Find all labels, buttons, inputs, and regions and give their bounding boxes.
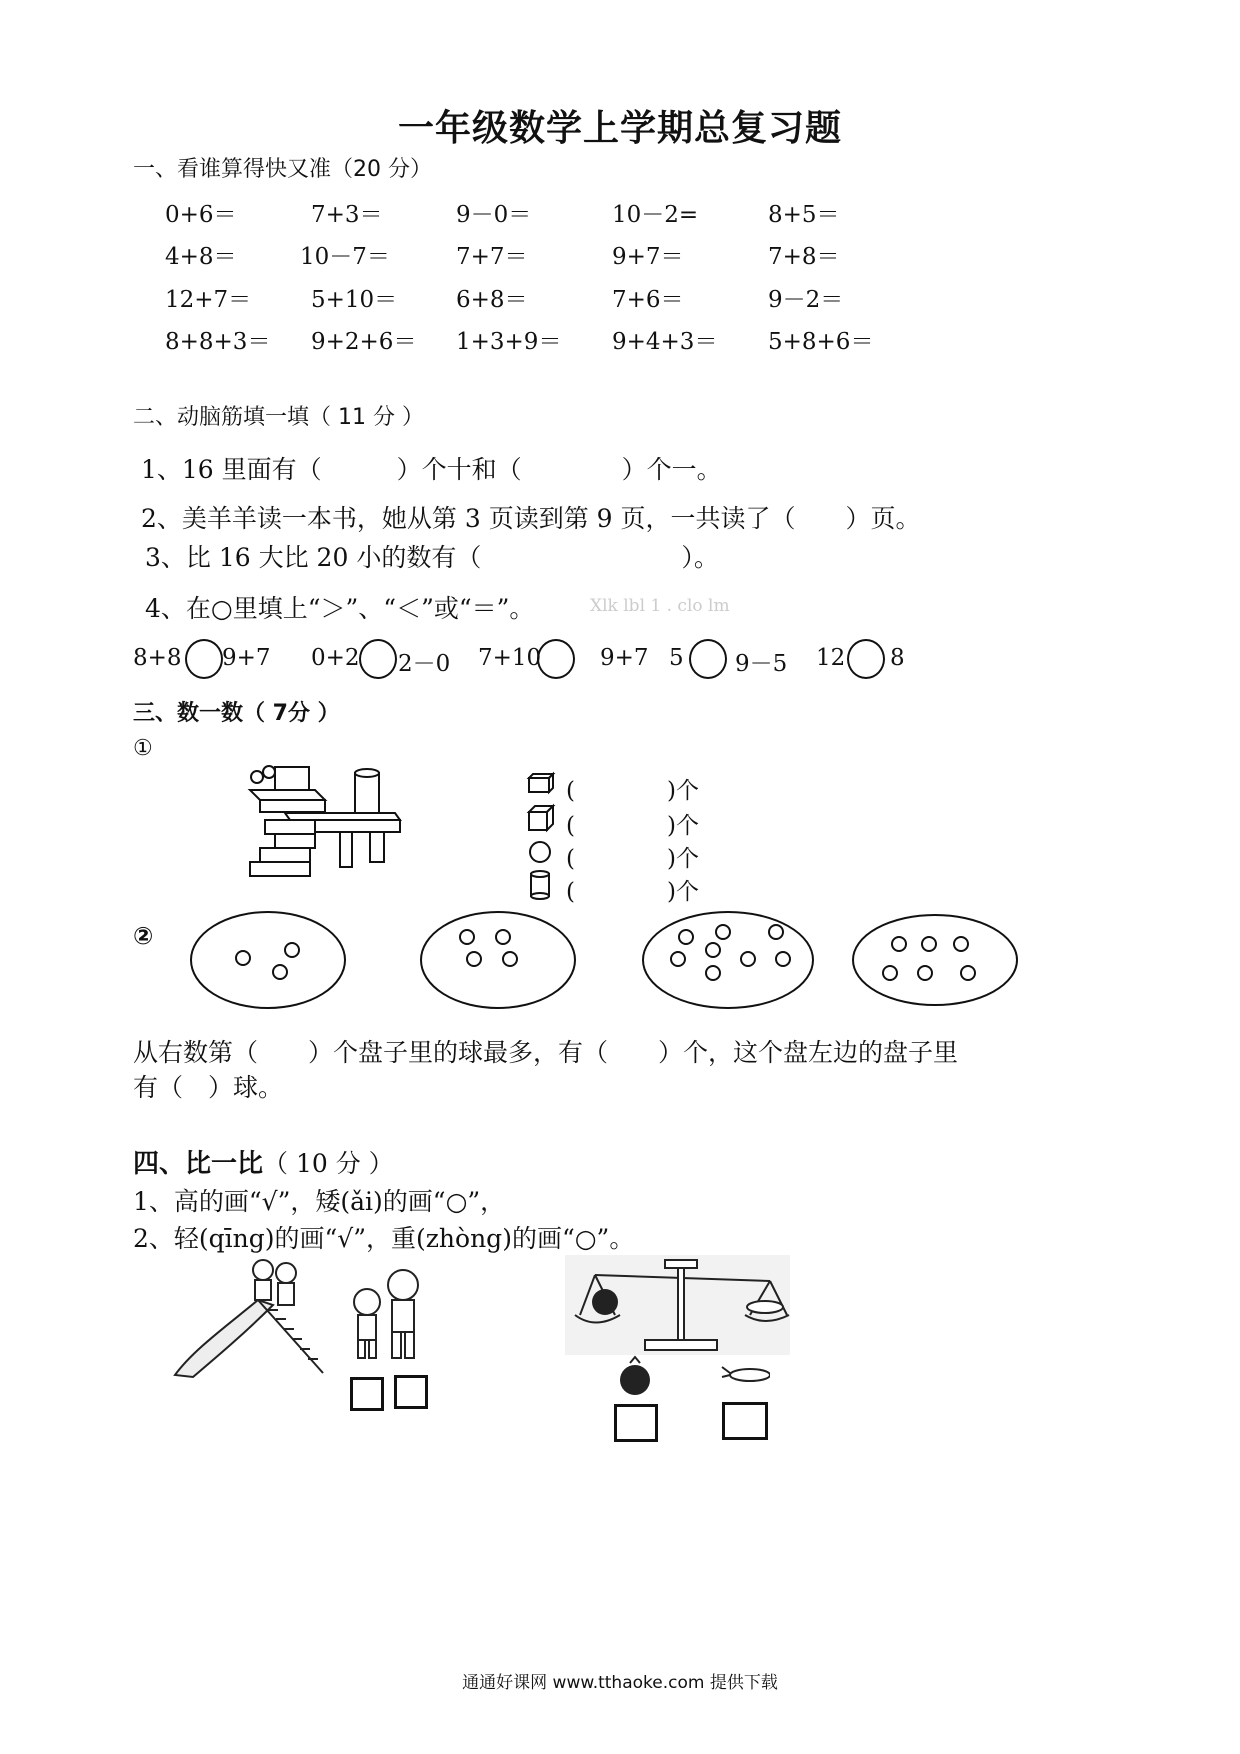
plate xyxy=(853,915,1017,1005)
equation: 9+2+6＝ xyxy=(311,329,417,355)
count-cuboid-row: ( )个 xyxy=(566,778,699,804)
ball xyxy=(236,951,250,965)
question-1: 1、16 里面有（ ）个十和（ ）个一。 xyxy=(141,455,722,484)
part-2-label: ② xyxy=(133,922,154,950)
question-3: 3、比 16 大比 20 小的数有（ ）。 xyxy=(145,543,719,572)
equation: 7+3＝ xyxy=(311,202,383,228)
equation: 0+6＝ xyxy=(165,202,237,228)
equation: 9－0＝ xyxy=(456,202,532,228)
equation: 9－2＝ xyxy=(768,287,844,313)
block-stack-image xyxy=(245,765,405,880)
ball xyxy=(285,943,299,957)
equation: 5+10＝ xyxy=(311,287,398,313)
ball xyxy=(460,930,474,944)
ball xyxy=(496,930,510,944)
compare-right: 8 xyxy=(890,645,905,671)
section-4-heading xyxy=(133,1143,394,1180)
equation: 7+6＝ xyxy=(612,287,684,313)
answer-box[interactable] xyxy=(394,1375,428,1409)
plates-answer-line-1: 从右数第（ ）个盘子里的球最多，有（ ）个，这个盘左边的盘子里 xyxy=(133,1038,959,1067)
plates-image xyxy=(0,905,1240,1020)
slide-kids-image xyxy=(173,1255,328,1380)
ball xyxy=(273,965,287,979)
ball xyxy=(716,925,730,939)
ball xyxy=(769,925,783,939)
two-boys-image xyxy=(345,1260,425,1370)
compare-circle[interactable] xyxy=(359,639,397,679)
section-1-heading: 一、看谁算得快又准（20 分） xyxy=(133,157,432,182)
page-title: 一年级数学上学期总复习题 xyxy=(397,108,842,149)
ball xyxy=(892,937,906,951)
compare-left: 5 xyxy=(669,645,684,671)
equation: 8+5＝ xyxy=(768,202,840,228)
equation: 4+8＝ xyxy=(165,244,237,270)
ball xyxy=(776,952,790,966)
plate xyxy=(421,912,575,1008)
footer-text: 通通好课网 www.tthaoke.com 提供下载 xyxy=(462,1673,778,1693)
compare-right: 9+7 xyxy=(600,645,649,671)
section-2-heading: 二、动脑筋填一填（ 11 分 ） xyxy=(133,405,424,430)
answer-box[interactable] xyxy=(614,1404,658,1442)
equation: 7+7＝ xyxy=(456,244,528,270)
compare-left: 8+8 xyxy=(133,645,182,671)
equation: 1+3+9＝ xyxy=(456,329,562,355)
equation: 9+4+3＝ xyxy=(612,329,718,355)
equation: 8+8+3＝ xyxy=(165,329,271,355)
compare-left: 0+2 xyxy=(311,645,360,671)
question-4: 4、在○里填上“＞”、“＜”或“＝”。 xyxy=(145,594,535,623)
instruction-1: 1、高的画“√”，矮(ǎi)的画“○”， xyxy=(133,1187,506,1216)
ball xyxy=(922,937,936,951)
ball xyxy=(706,943,720,957)
instruction-2: 2、轻(qīng)的画“√”，重(zhòng)的画“○”。 xyxy=(133,1224,635,1253)
watermark-text: Xlk lbl 1 . clo lm xyxy=(590,596,730,616)
equation: 12+7＝ xyxy=(165,287,252,313)
question-2: 2、美羊羊读一本书，她从第 3 页读到第 9 页，一共读了（ ）页。 xyxy=(141,504,921,533)
compare-circle[interactable] xyxy=(185,639,223,679)
plate xyxy=(191,912,345,1008)
count-cube-row: ( )个 xyxy=(566,813,699,839)
count-cylinder-row: ( )个 xyxy=(566,879,699,905)
compare-circle[interactable] xyxy=(689,639,727,679)
section-4-heading-score: （ 10 分 ） xyxy=(263,1149,394,1178)
radish-carrot-image xyxy=(610,1355,770,1400)
equation: 9+7＝ xyxy=(612,244,684,270)
compare-circle[interactable] xyxy=(537,639,575,679)
ball xyxy=(954,937,968,951)
compare-circle[interactable] xyxy=(847,639,885,679)
section-3-heading: 三、数一数（ 7分 ） xyxy=(133,701,340,726)
part-1-label: ① xyxy=(133,736,153,761)
compare-left: 12 xyxy=(816,645,846,671)
ball xyxy=(741,952,755,966)
ball xyxy=(961,966,975,980)
equation: 10－2= xyxy=(612,202,699,228)
ball xyxy=(679,930,693,944)
compare-right: 9－5 xyxy=(735,651,788,677)
answer-box[interactable] xyxy=(350,1377,384,1411)
compare-right: 9+7 xyxy=(222,645,271,671)
ball xyxy=(671,952,685,966)
equation: 7+8＝ xyxy=(768,244,840,270)
equation: 6+8＝ xyxy=(456,287,528,313)
section-4-heading-main: 四、比一比 xyxy=(133,1149,264,1179)
answer-box[interactable] xyxy=(722,1402,768,1440)
shape-icons-column xyxy=(525,770,557,900)
ball xyxy=(918,966,932,980)
ball xyxy=(706,966,720,980)
ball xyxy=(503,952,517,966)
ball xyxy=(883,966,897,980)
balance-scale-image xyxy=(565,1255,790,1355)
count-sphere-row: ( )个 xyxy=(566,846,699,872)
compare-left: 7+10 xyxy=(478,645,542,671)
plates-answer-line-2: 有（ ）球。 xyxy=(133,1073,284,1102)
equation: 5+8+6＝ xyxy=(768,329,874,355)
equation: 10－7＝ xyxy=(300,244,390,270)
compare-right: 2－0 xyxy=(398,651,451,677)
ball xyxy=(467,952,481,966)
